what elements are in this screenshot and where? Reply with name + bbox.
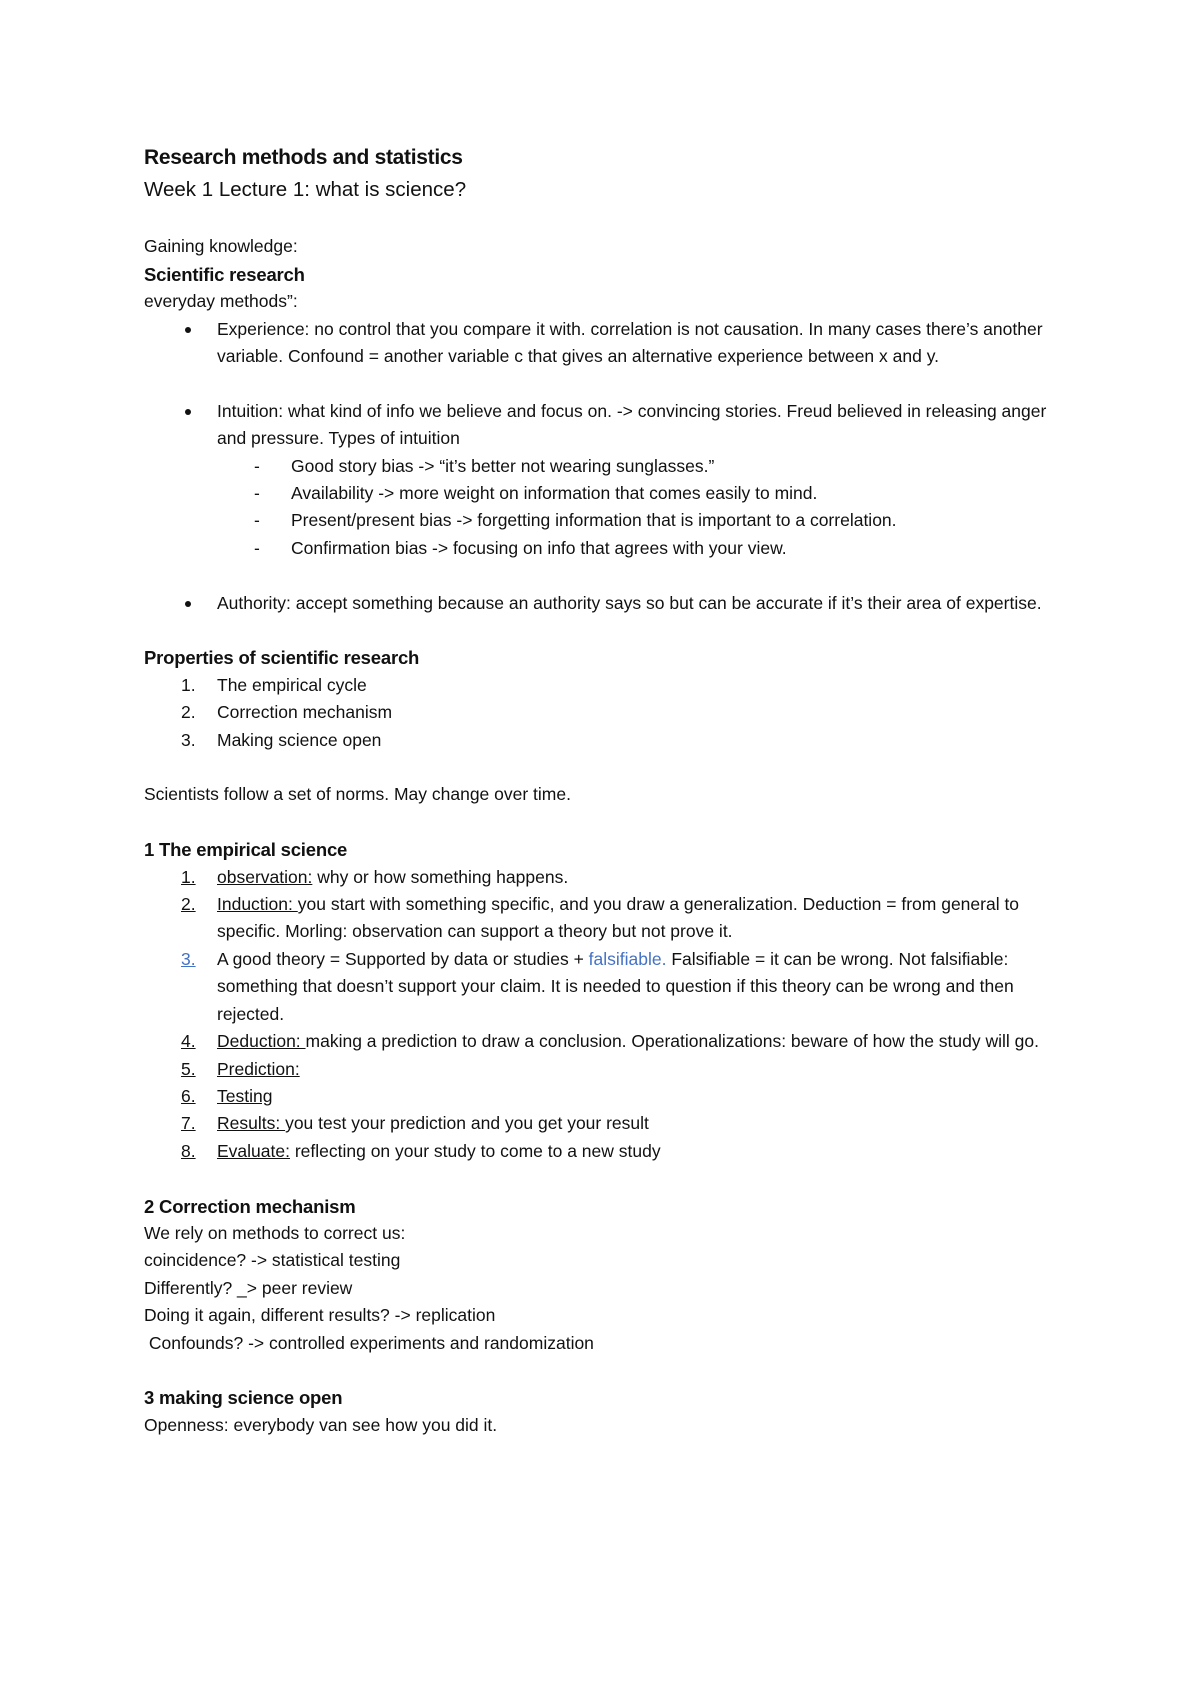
step-label: observation: xyxy=(217,866,313,887)
item-number: 3. xyxy=(181,948,196,969)
intuition-type-text: Confirmation bias -> focusing on info that agrees with your view. xyxy=(291,537,787,558)
document-title: Research methods and statistics xyxy=(144,146,463,169)
intuition-type-text: Present/present bias -> forgetting information that is important to a correlation. xyxy=(291,510,897,531)
empirical-step xyxy=(144,1138,1074,1165)
empirical-step xyxy=(144,1028,1074,1055)
property-text: Correction mechanism xyxy=(217,702,393,723)
scientific-research-heading: Scientific research xyxy=(144,263,305,285)
item-number: 6. xyxy=(181,1085,196,1106)
bullet-text: Experience: no control that you compare it with. correlation is not causation. In many cases there’s another variable. Confound = another variable c that gives an alternative experience between x and y. xyxy=(217,318,1043,367)
bullet-intuition xyxy=(144,398,1074,453)
openness-text: Openness: everybody van see how you did it. xyxy=(144,1414,498,1435)
correction-heading: 2 Correction mechanism xyxy=(144,1195,356,1217)
bullet-icon xyxy=(185,327,191,333)
correction-line: Doing it again, different results? -> replication xyxy=(144,1305,496,1326)
falsifiable-highlight: falsifiable. xyxy=(588,948,667,969)
intuition-type-item xyxy=(144,480,1074,507)
item-number: 7. xyxy=(181,1113,196,1134)
correction-line: Confounds? -> controlled experiments and randomization xyxy=(144,1332,594,1353)
item-number: 3. xyxy=(181,729,196,750)
everyday-methods-text: everyday methods”: xyxy=(144,291,298,312)
spacer xyxy=(144,754,1074,781)
spacer xyxy=(144,809,1074,836)
intuition-type-text: Availability -> more weight on information that comes easily to mind. xyxy=(291,483,818,504)
dash-marker: - xyxy=(254,510,260,531)
intuition-type-item xyxy=(144,535,1074,562)
spacer xyxy=(144,1165,1074,1192)
property-text: The empirical cycle xyxy=(217,674,367,695)
bullet-icon xyxy=(185,409,191,415)
item-number: 4. xyxy=(181,1031,196,1052)
spacer xyxy=(144,206,1074,233)
open-science-heading: 3 making science open xyxy=(144,1387,343,1409)
empirical-step xyxy=(144,1083,1074,1110)
step-label: Testing xyxy=(217,1085,273,1106)
correction-line: coincidence? -> statistical testing xyxy=(144,1250,401,1271)
empirical-step xyxy=(144,1056,1074,1083)
dash-marker: - xyxy=(254,455,260,476)
empirical-heading: 1 The empirical science xyxy=(144,839,348,861)
property-text: Making science open xyxy=(217,729,382,750)
empirical-step xyxy=(144,891,1074,946)
empirical-step xyxy=(144,946,1074,1028)
dash-marker: - xyxy=(254,537,260,558)
step-text: why or how something happens. xyxy=(312,866,569,887)
item-number: 2. xyxy=(181,894,196,915)
spacer xyxy=(144,370,1074,397)
properties-heading: Properties of scientific research xyxy=(144,647,420,669)
bullet-text: Intuition: what kind of info we believe and focus on. -> convincing stories. Freud believed in releasing anger and pressure. Types of intuition xyxy=(217,400,1047,449)
bullet-authority xyxy=(144,590,1074,617)
item-number: 2. xyxy=(181,702,196,723)
item-number: 1. xyxy=(181,866,196,887)
step-text: A good theory = Supported by data or studies + xyxy=(217,948,589,969)
norms-text: Scientists follow a set of norms. May change over time. xyxy=(144,784,571,805)
dash-marker: - xyxy=(254,483,260,504)
step-label: Prediction: xyxy=(217,1058,300,1079)
property-item xyxy=(144,727,1074,754)
item-number: 1. xyxy=(181,674,196,695)
spacer xyxy=(144,1357,1074,1384)
bullet-text: Authority: accept something because an authority says so but can be accurate if it’s their area of expertise. xyxy=(217,592,1042,613)
property-item xyxy=(144,672,1074,699)
intuition-type-item xyxy=(144,453,1074,480)
bullet-experience xyxy=(144,316,1074,371)
item-number: 5. xyxy=(181,1058,196,1079)
spacer xyxy=(144,562,1074,589)
step-label: Induction: xyxy=(217,894,298,915)
step-text: reflecting on your study to come to a new study xyxy=(289,1140,661,1161)
gaining-knowledge-text: Gaining knowledge: xyxy=(144,236,298,257)
empirical-step xyxy=(144,864,1074,891)
spacer xyxy=(144,617,1074,644)
step-label: Results: xyxy=(217,1113,286,1134)
step-text: Falsifiable = it can be wrong. Not falsifiable: something that doesn’t support your claim. It is needed to question if this theory can be wrong and then rejected. xyxy=(217,948,1014,1024)
correction-line: We rely on methods to correct us: xyxy=(144,1222,406,1243)
step-text: you start with something specific, and you draw a generalization. Deduction = from general to specific. Morling: observation can support a theory but not prove it. xyxy=(217,894,1020,942)
intuition-type-item xyxy=(144,507,1074,534)
step-text: making a prediction to draw a conclusion. Operationalizations: beware of how the study will go. xyxy=(305,1031,1039,1052)
step-text: you test your prediction and you get your result xyxy=(285,1113,649,1134)
bullet-icon xyxy=(185,601,191,607)
step-label: Deduction: xyxy=(217,1031,306,1052)
intuition-type-text: Good story bias -> “it’s better not wearing sunglasses.” xyxy=(291,455,715,476)
property-item xyxy=(144,699,1074,726)
correction-line: Differently? _> peer review xyxy=(144,1277,353,1298)
document-subtitle: Week 1 Lecture 1: what is science? xyxy=(144,178,467,201)
empirical-step xyxy=(144,1110,1074,1137)
document-page xyxy=(144,142,1074,1439)
step-label: Evaluate: xyxy=(217,1140,290,1161)
item-number: 8. xyxy=(181,1140,196,1161)
